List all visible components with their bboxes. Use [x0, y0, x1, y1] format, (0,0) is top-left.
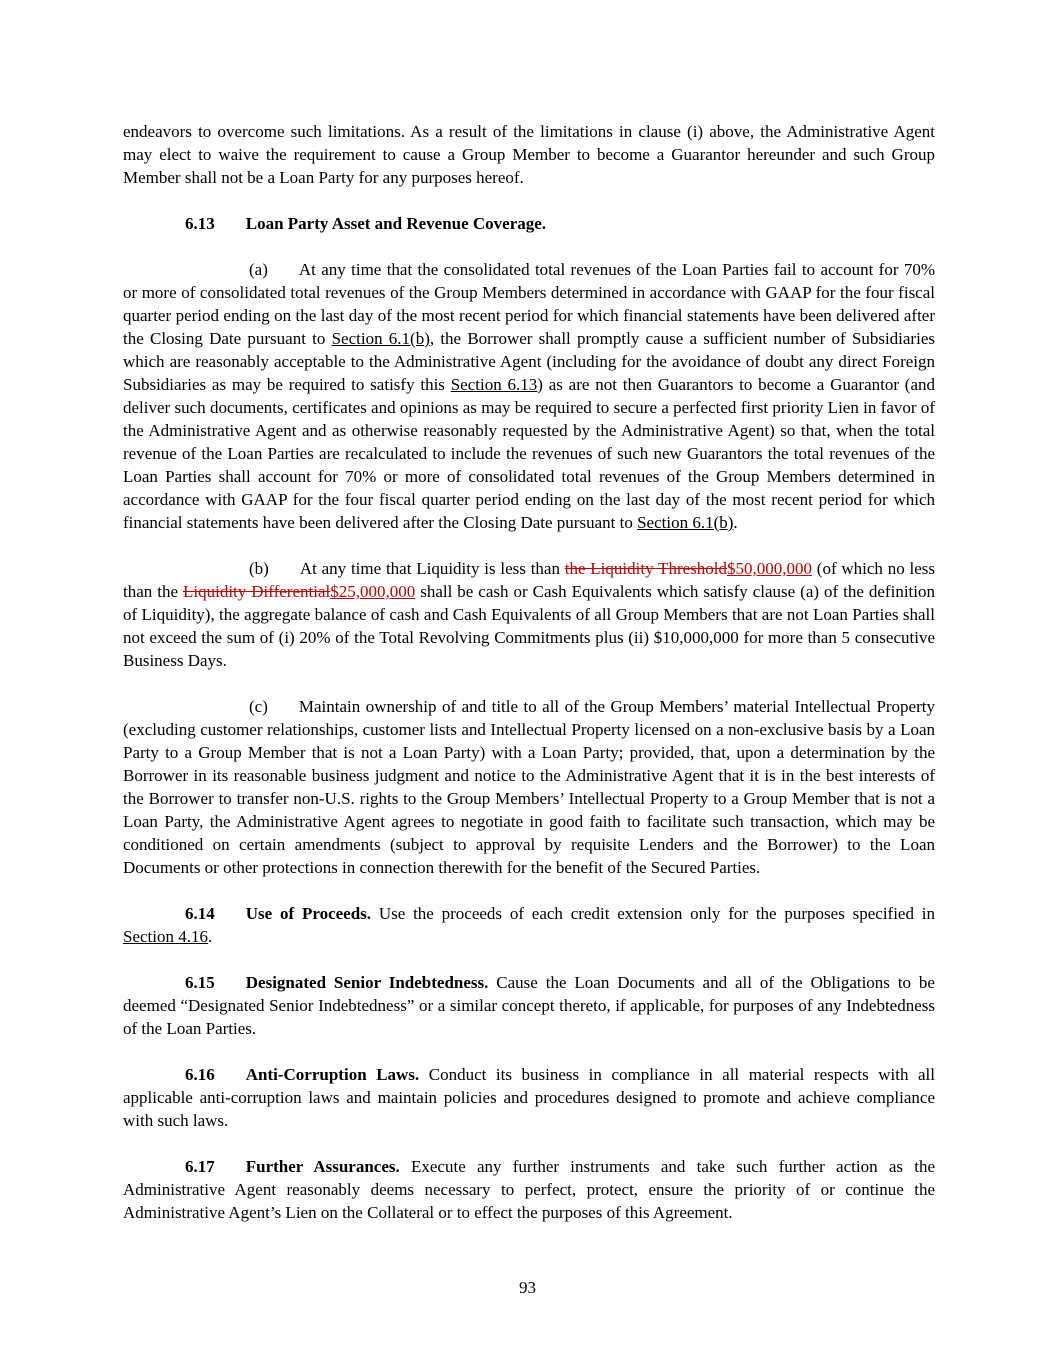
- section-6-17: [123, 1155, 935, 1224]
- bold-text-run: 6.17: [185, 1157, 215, 1176]
- bold-text-run: 6.15: [185, 973, 215, 992]
- text-run: endeavors to overcome such limitations. As a result of the limitations in clause (i) above, the Administrative Agent may elect to waive the requirement to cause a Group Member to become a Guarantor hereunder and such Group Member shall not be a Loan Party for any purposes hereof.: [123, 122, 935, 187]
- paragraph-6-13-c: [123, 695, 935, 879]
- bold-text-run: 6.14: [185, 904, 215, 923]
- text-run: ) as are not then Guarantors to become a Guarantor (and deliver such documents, certificates and opinions as may be required to secure a perfected first priority Lien in favor of the Administrative Agent and as otherwise reasonably requested by the Administrative Agent) so that, when the total revenue of the Loan Parties are recalculated to include the revenues of such new Guarantors the total revenues of the Loan Parties shall account for 70% or more of consolidated total revenues of the Group Members determined in accordance with GAAP for the four fiscal quarter period ending on the last day of the most recent period for which financial statements have been delivered after the Closing Date pursuant to: [123, 375, 936, 532]
- paragraph-6-13-a: [123, 258, 935, 534]
- bold-text-run: Loan Party Asset and Revenue Coverage.: [245, 214, 547, 233]
- text-run: (a): [249, 260, 268, 279]
- bold-text-run: Further Assurances.: [245, 1157, 400, 1176]
- section-6-14: [123, 902, 935, 948]
- document-body: [123, 120, 935, 1224]
- bold-text-run: 6.13: [185, 214, 215, 233]
- bold-text-run: 6.16: [185, 1065, 215, 1084]
- text-run: Conduct its business in compliance in all material respects with all applicable anti-corruption laws and maintain policies and procedures designed to promote and achieve compliance with such laws.: [123, 1065, 936, 1130]
- deleted-text: the Liquidity Threshold: [564, 559, 727, 578]
- bold-text-run: Anti-Corruption Laws.: [245, 1065, 420, 1084]
- section-6-15: [123, 971, 935, 1040]
- text-run: (b): [249, 559, 269, 578]
- text-run: At any time that Liquidity is less than: [299, 559, 565, 578]
- text-run: Cause the Loan Documents and all of the Obligations to be deemed “Designated Senior Indebtedness” or a similar concept thereto, if applicable, for purposes of any Indebtedness of the Loan Parties.: [123, 973, 935, 1038]
- text-run: (c): [249, 697, 268, 716]
- text-run: Maintain ownership of and title to all of the Group Members’ material Intellectual Property (excluding customer relationships, customer lists and Intellectual Property licensed on a non-exclusive basis by a Loan Party to a Group Member that is not a Loan Party) with a Loan Party; provided, that, upon a determination by the Borrower in its reasonable business judgment and notice to the Administrative Agent that it is in the best interests of the Borrower to transfer non-U.S. rights to the Group Members’ Intellectual Property to a Group Member that is not a Loan Party, the Administrative Agent agrees to negotiate in good faith to facilitate such transaction, which may be conditioned on certain amendments (subject to approval by requisite Lenders and the Borrower) to the Loan Documents or other protections in connection therewith for the benefit of the Secured Parties.: [123, 697, 935, 877]
- inserted-text: $25,000,000: [330, 582, 416, 601]
- section-reference-link[interactable]: Section 4.16: [123, 927, 208, 946]
- text-run: .: [208, 927, 213, 946]
- section-6-16: [123, 1063, 935, 1132]
- text-run: shall be cash or Cash Equivalents which satisfy clause (a) of the definition of Liquidity), the aggregate balance of cash and Cash Equivalents of all Group Members that are not Loan Parties shall not exceed the sum of (i) 20% of the Total Revolving Commitments plus (ii) $10,000,000 for more than 5 consecutive Business Days.: [123, 582, 935, 670]
- page-number: 93: [519, 1278, 536, 1297]
- text-run: .: [733, 513, 738, 532]
- continuation-paragraph: [123, 120, 935, 189]
- deleted-text: Liquidity Differential: [183, 582, 331, 601]
- text-run: Execute any further instruments and take such further action as the Administrative Agent reasonably deems necessary to perfect, protect, ensure the priority of or continue the Administrative Agent’s Lien on the Collateral or to effect the purposes of this Agreement.: [123, 1157, 935, 1222]
- section-reference-link[interactable]: Section 6.1(b): [331, 329, 430, 348]
- inserted-text: $50,000,000: [727, 559, 812, 578]
- text-run: , the Borrower shall promptly cause a sufficient number of Subsidiaries which are reasonably acceptable to the Administrative Agent (including for the avoidance of doubt any direct Foreign Subsidiaries as may be required to satisfy this: [123, 329, 935, 394]
- bold-text-run: Designated Senior Indebtedness.: [245, 973, 489, 992]
- text-run: (of which no less than the: [123, 559, 936, 601]
- paragraph-6-13-b: [123, 557, 935, 672]
- bold-text-run: Use of Proceeds.: [245, 904, 372, 923]
- section-6-13-heading: [123, 212, 935, 235]
- text-run: At any time that the consolidated total revenues of the Loan Parties fail to account for 70% or more of consolidated total revenues of the Group Members determined in accordance with GAAP for the four fiscal quarter period ending on the last day of the most recent period for which financial statements have been delivered after the Closing Date pursuant to: [123, 260, 935, 348]
- section-reference-link[interactable]: Section 6.1(b): [637, 513, 734, 532]
- text-run: Use the proceeds of each credit extension only for the purposes specified in: [371, 904, 935, 923]
- section-reference-link[interactable]: Section 6.13: [450, 375, 538, 394]
